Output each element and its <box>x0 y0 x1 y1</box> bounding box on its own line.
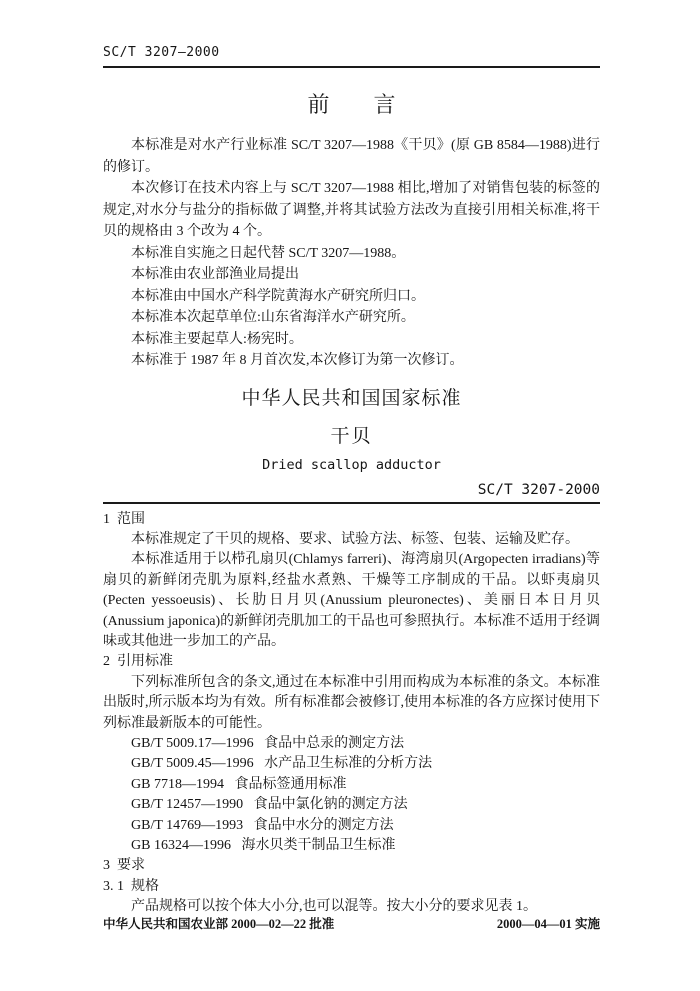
section-heading-requirements: 3 要求 <box>103 858 145 874</box>
reference-item: GB 16324—1996 海水贝类干制品卫生标准 <box>131 838 396 853</box>
title-rule <box>103 502 600 504</box>
standard-number: SC/T 3207-2000 <box>477 481 600 498</box>
header-rule <box>103 66 600 68</box>
standard-title-block <box>103 386 600 474</box>
foreword-paragraph: 本标准自实施之日起代替 SC/T 3207—1988。 <box>131 245 406 261</box>
page-footer <box>103 915 600 933</box>
section-heading-references: 2 引用标准 <box>103 654 173 670</box>
foreword-paragraph: 本标准由中国水产科学院黄海水产研究所归口。 <box>131 288 425 304</box>
section-heading-scope: 1 范围 <box>103 511 145 527</box>
foreword-paragraph: 本标准是对水产行业标准 SC/T 3207—1988《干贝》(原 GB 8584—1988)进行的修订。 <box>103 138 600 175</box>
section-heading-specs: 3. 1 规格 <box>103 878 159 894</box>
references-paragraph: 下列标准所包含的条文,通过在本标准中引用而构成为本标准的条文。本标准出版时,所示版本均为有效。所有标准都会被修订,使用本标准的各方应探讨使用下列标准最新版本的可能性。 <box>103 674 600 731</box>
foreword-paragraph: 本标准由农业部渔业局提出 <box>131 267 299 282</box>
reference-item: GB/T 12457—1990 食品中氯化钠的测定方法 <box>131 797 408 813</box>
foreword-paragraph: 本次修订在技术内容上与 SC/T 3207—1988 相比,增加了对销售包装的标签的规定,对水分与盐分的指标做了调整,并将其试验方法改为直接引用相关标准,将干贝的规格由 3 个改为 4 个。 <box>103 181 600 239</box>
reference-item: GB 7718—1994 食品标签通用标准 <box>131 776 347 792</box>
foreword-paragraph: 本标准主要起草人:杨宪时。 <box>131 331 303 347</box>
header-doc-number: SC/T 3207—2000 <box>103 45 220 60</box>
scope-paragraph: 本标准适用于以栉孔扇贝(Chlamys farreri)、海湾扇贝(Argopecten irradians)等扇贝的新鲜闭壳肌为原料,经盐水煮熟、干燥等工序制成的干品。以虾夷扇贝(Pecten yessoeusis)、长肋日月贝(Anussium pleuronectes)、美丽日本日月贝(Anussium japonica)的新鲜闭壳肌加工的干品也可参照执行。本标准不适用于经调味或其他进一步加工的产品。 <box>103 552 600 649</box>
product-name-title: 干贝 <box>330 425 373 447</box>
page-content <box>103 0 600 918</box>
reference-item: GB/T 5009.17—1996 食品中总汞的测定方法 <box>131 735 405 751</box>
approval-note: 中华人民共和国农业部 2000—02—22 批准 <box>103 917 335 931</box>
foreword-section <box>103 135 600 372</box>
foreword-title: 前 言 <box>307 92 396 117</box>
main-body <box>103 510 600 918</box>
scope-paragraph: 本标准规定了干贝的规格、要求、试验方法、标签、包装、运输及贮存。 <box>131 531 579 547</box>
foreword-paragraph: 本标准本次起草单位:山东省海洋水产研究所。 <box>131 310 415 325</box>
reference-item: GB/T 14769—1993 食品中水分的测定方法 <box>131 817 394 833</box>
national-standard-title: 中华人民共和国国家标准 <box>241 387 462 409</box>
requirements-paragraph: 产品规格可以按个体大小分,也可以混等。按大小分的要求见表 1。 <box>131 899 537 915</box>
foreword-paragraph: 本标准于 1987 年 8 月首次发,本次修订为第一次修订。 <box>131 353 464 368</box>
reference-item: GB/T 5009.45—1996 水产品卫生标准的分析方法 <box>131 756 433 772</box>
english-title: Dried scallop adductor <box>262 456 441 473</box>
implementation-note: 2000—04—01 实施 <box>496 917 600 931</box>
